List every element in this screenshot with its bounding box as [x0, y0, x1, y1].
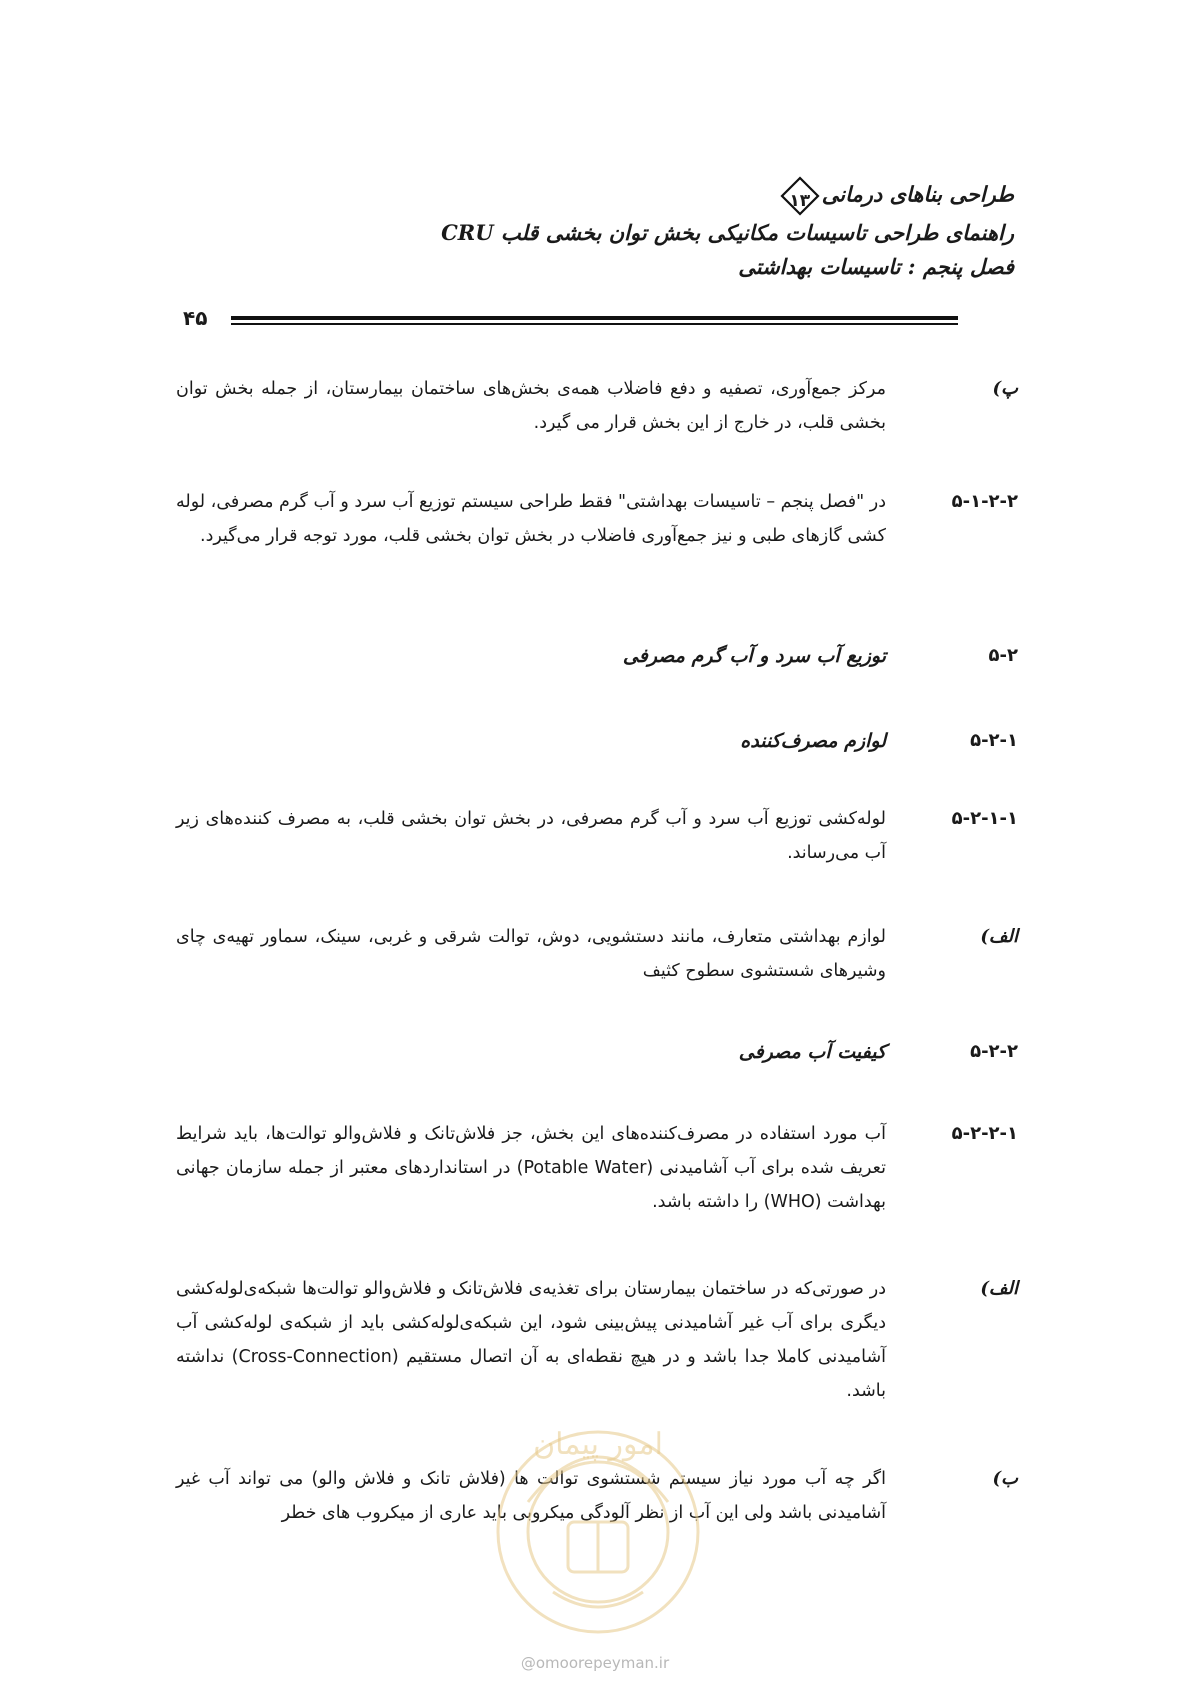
list-item-text: لوازم بهداشتی متعارف، مانند دستشویی، دوش، توالت شرقی و غربی، سینک، سماور تهیه‌ی چای وشیرهای شستشوی سطوح کثیف — [176, 927, 886, 981]
section-5-2-2 — [176, 1035, 1018, 1071]
section-number: ۵-۲-۱-۱ — [951, 808, 1018, 829]
section-text: در "فصل پنجم – تاسیسات بهداشتی" فقط طراحی سیستم توزیع آب سرد و آب گرم مصرفی، لوله کشی گازهای طبی و نیز جمع‌آوری فاضلاب در بخش توان بخشی قلب، مورد توجه قرار می‌گیرد. — [176, 492, 886, 546]
page-number: ۴۵ — [183, 306, 208, 330]
section-5-2-2-1 — [176, 1117, 1018, 1221]
section-heading: توزیع آب سرد و آب گرم مصرفی — [622, 645, 886, 667]
list-item-label: الف) — [980, 1278, 1018, 1299]
header-line-1 — [230, 176, 1014, 216]
header-line-2: راهنمای طراحی تاسیسات مکانیکی بخش توان بخشی قلب CRU — [441, 220, 1014, 245]
omoorepeyman-watermark-logo — [473, 1392, 723, 1652]
document-header — [230, 176, 1014, 284]
section-number: ۵-۲-۲ — [970, 1041, 1018, 1062]
section-5-1-2-2 — [176, 485, 1018, 589]
section-number: ۵-۲-۱ — [970, 730, 1018, 751]
section-5-2-1 — [176, 724, 1018, 760]
book-series-title: طراحی بناهای درمانی — [821, 181, 1014, 207]
paragraph-label: پ) — [992, 378, 1018, 399]
section-number: ۵-۱-۲-۲ — [951, 491, 1018, 512]
section-heading: لوازم مصرف‌کننده — [740, 730, 886, 752]
watermark-url: @omoorepeyman.ir — [520, 1654, 670, 1672]
section-heading: کیفیت آب مصرفی — [738, 1041, 886, 1063]
section-text: آب مورد استفاده در مصرف‌کننده‌های این بخش، جز فلاش‌تانک و فلاش‌والو توالت‌ها، باید شرایط تعریف شده برای آب آشامیدنی (Potable Water) در استانداردهای معتبر از جمله سازمان جهانی بهداشت (WHO) را داشته باشد. — [176, 1124, 886, 1212]
section-number: ۵-۲ — [988, 645, 1018, 666]
volume-number: ۱۳ — [789, 191, 811, 211]
volume-number-badge — [780, 176, 820, 216]
list-item-text: در صورتی‌که در ساختمان بیمارستان برای تغذیه‌ی فلاش‌تانک و فلاش‌والو توالت‌ها شبکه‌ی‌لوله‌کشی دیگری برای آب غیر آشامیدنی پیش‌بینی شود، این شبکه‌ی‌لوله‌کشی باید از شبکه‌ی لوله‌کشی آب آشامیدنی کاملا جدا باشد و در هیچ نقطه‌ای به آن اتصال مستقیم (Cross-Connection) نداشته باشد. — [176, 1279, 886, 1401]
section-5-2 — [176, 639, 1018, 675]
list-item-label: ب) — [992, 1468, 1018, 1489]
paragraph-pe — [176, 372, 1018, 442]
watermark-logo-text: امور پیمان — [533, 1427, 663, 1462]
section-text: لوله‌کشی توزیع آب سرد و آب گرم مصرفی، در بخش توان بخشی قلب، به مصرف کننده‌های زیر آب می‌رساند. — [176, 809, 886, 863]
list-item-alef-1 — [176, 920, 1018, 990]
header-rule-thick — [231, 316, 958, 320]
paragraph-text: مرکز جمع‌آوری، تصفیه و دفع فاضلاب همه‌ی بخش‌های ساختمان بیمارستان، از جمله بخش توان بخشی قلب، در خارج از این بخش قرار می گیرد. — [176, 379, 886, 433]
header-rule-thin — [231, 323, 958, 325]
list-item-label: الف) — [980, 926, 1018, 947]
page-number-bar — [183, 306, 958, 334]
section-number: ۵-۲-۲-۱ — [951, 1123, 1018, 1144]
section-5-2-1-1 — [176, 802, 1018, 872]
list-item-alef-2 — [176, 1272, 1018, 1410]
header-line-3: فصل پنجم : تاسیسات بهداشتی — [738, 254, 1014, 279]
list-item-text: اگر چه آب مورد نیاز سیستم شستشوی توالت ها (فلاش تانک و فلاش والو) می تواند آب غیر آشامیدنی باشد ولی این آب از نظر آلودگی میکروبی باید عاری از میکروب های خطر — [176, 1469, 886, 1523]
